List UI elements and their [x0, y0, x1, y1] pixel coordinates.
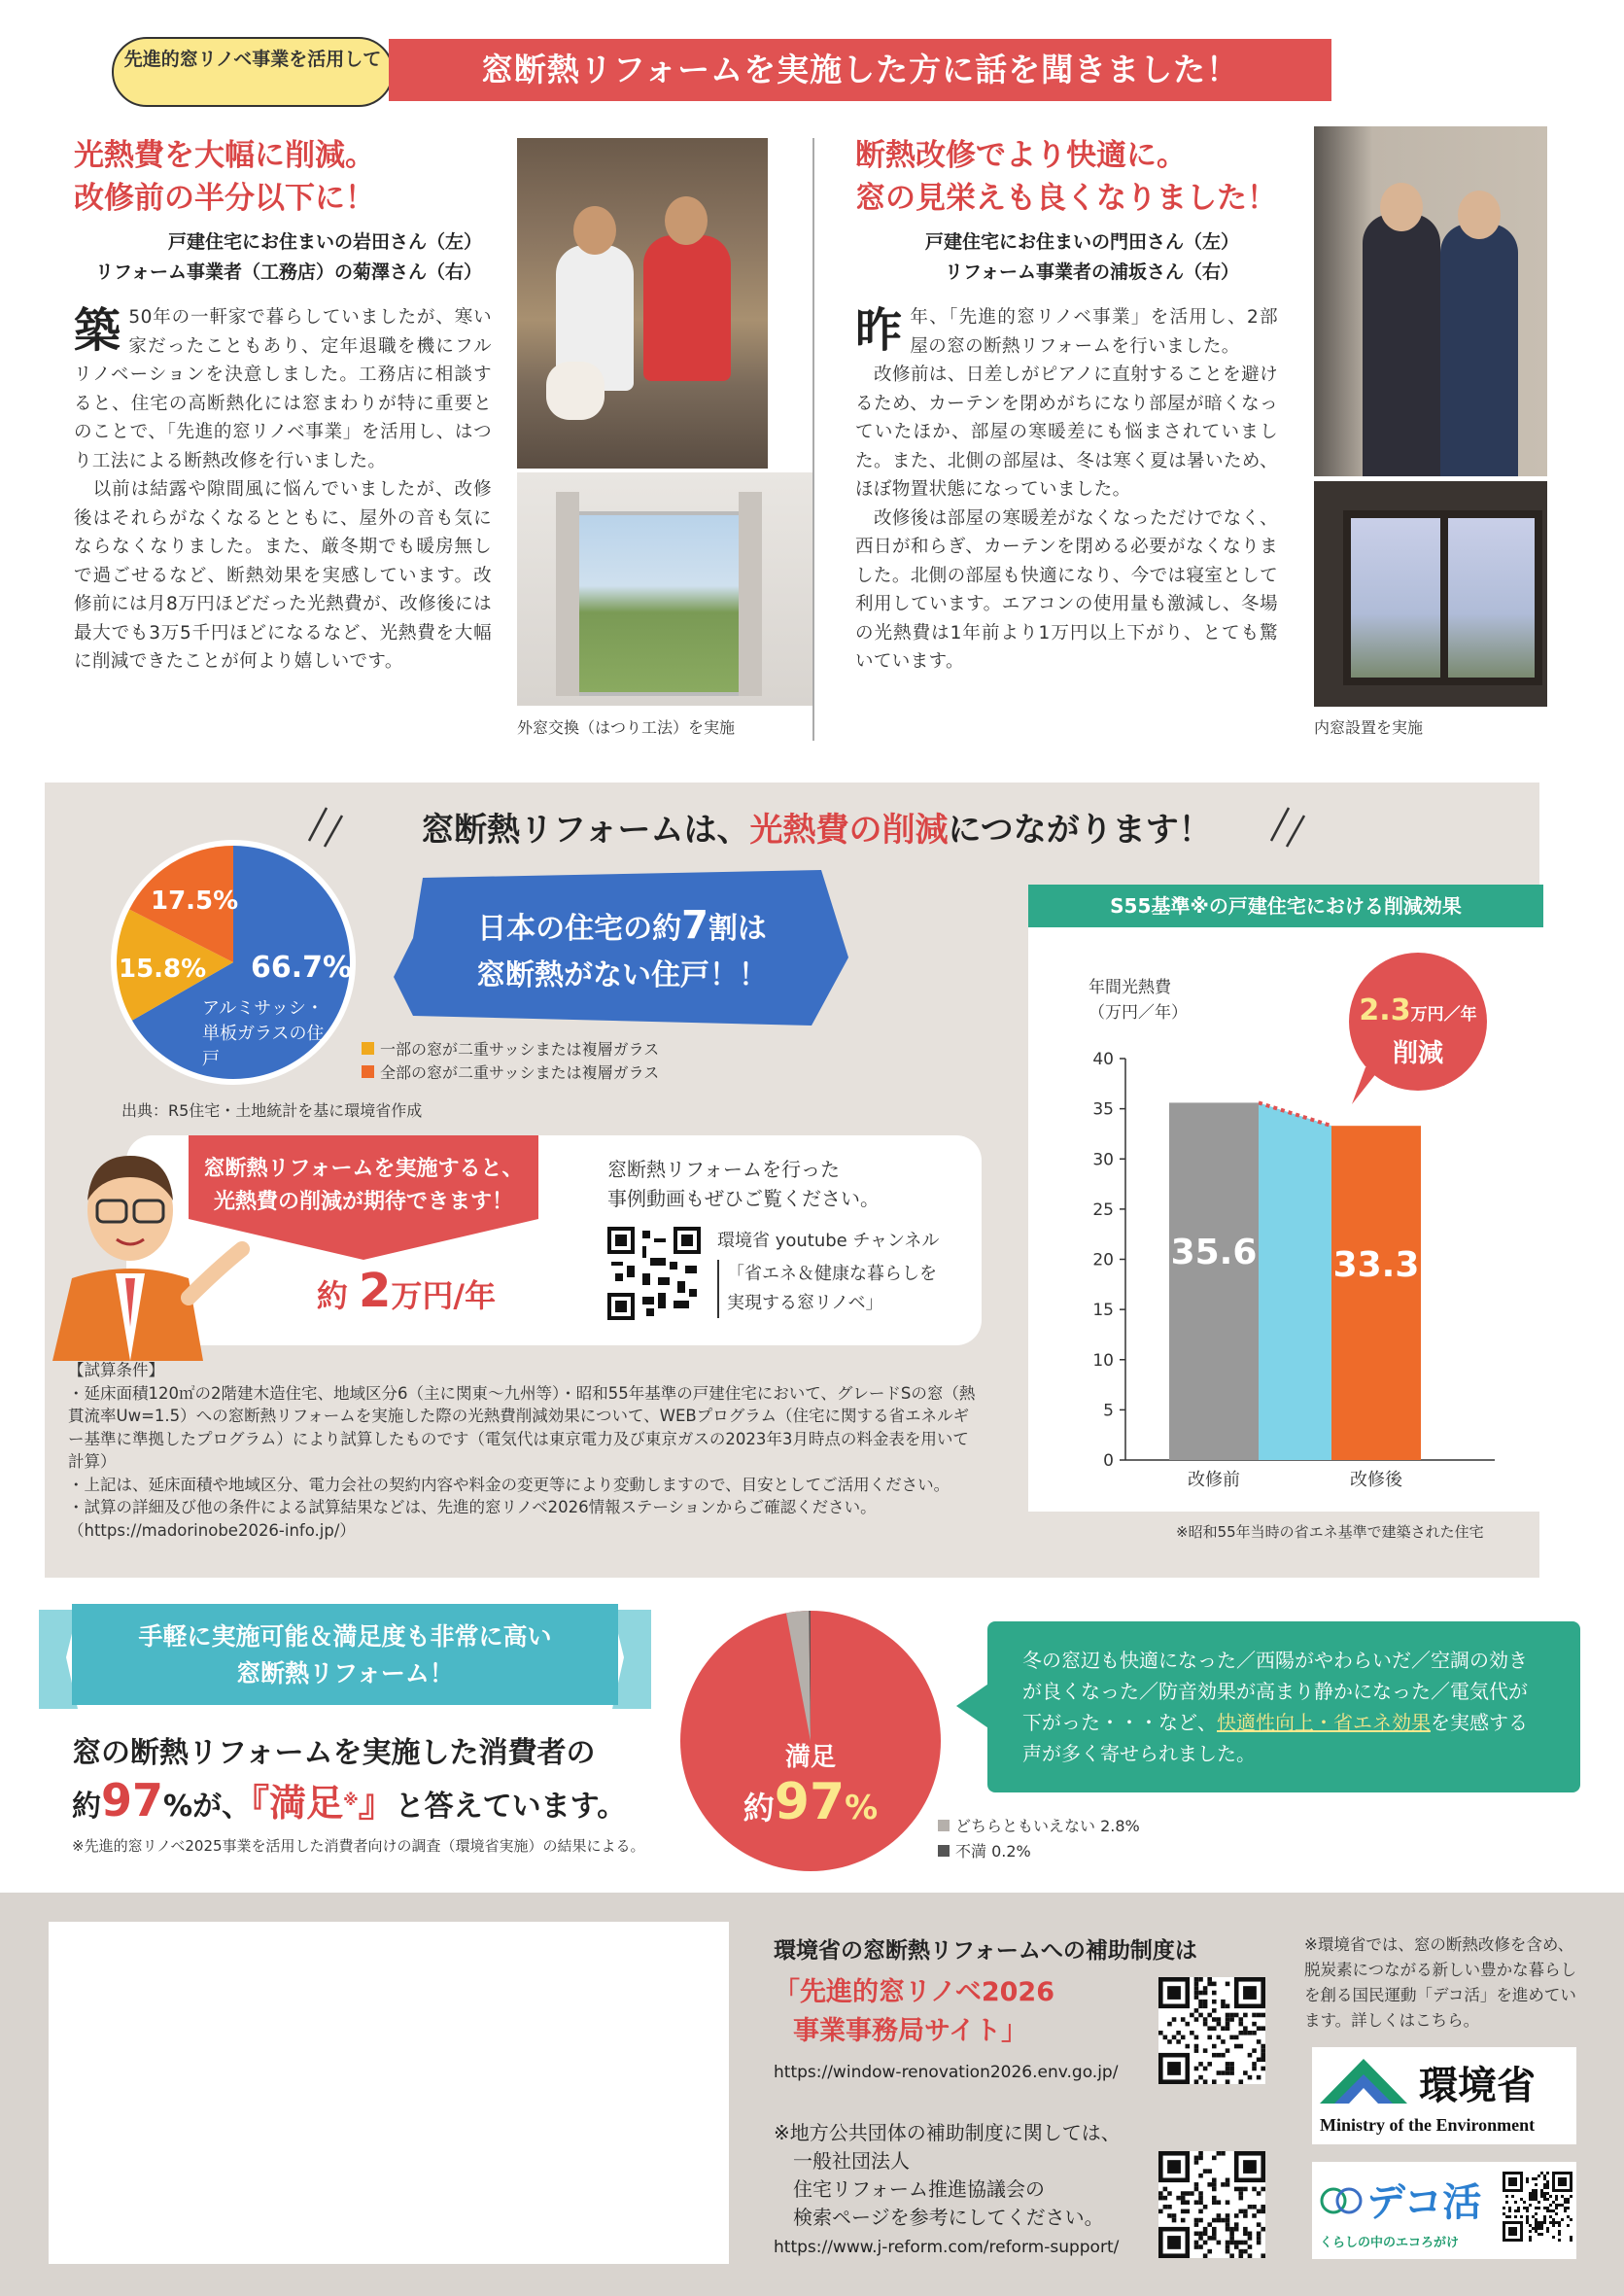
expectation-text: 窓断熱リフォームを実施すると、 光熱費の削減が期待できます！: [203, 1157, 524, 1214]
right-photo-caption: 内窓設置を実施: [1314, 718, 1424, 737]
decokatsu-logo[interactable]: デコ活 くらしの中のエコろがけ: [1312, 2162, 1576, 2259]
pie-source: 出典：R5住宅・土地統計を基に環境省作成: [121, 1101, 423, 1120]
reduction-band: [1259, 1102, 1331, 1460]
decokatsu-note: ※環境省では、窓の断熱改修を含め、脱炭素につながる新しい豊かな暮らしを創る国民運動「デコ活」を進めています。詳しくはこちら。: [1304, 1935, 1577, 2030]
footer-url-2[interactable]: https://www.j-reform.com/reform-support/: [774, 2238, 1120, 2257]
satisfaction-note: ※先進的窓リノベ2025事業を活用した消費者向けの調査（環境省実施）の結果による。: [72, 1837, 645, 1855]
x-tick-label: 改修前: [1188, 1470, 1240, 1490]
ministry-logo-mark-icon: [1320, 2055, 1407, 2109]
video-intro: 窓断熱リフォームを行った 事例動画もぜひご覧ください。: [607, 1158, 880, 1210]
youtube-qr-code[interactable]: [607, 1227, 701, 1320]
bar-chart-footnote: ※昭和55年当時の省エネ基準で建築された住宅: [1176, 1523, 1484, 1541]
footer-title: 環境省の窓断熱リフォームへの補助制度は: [774, 1938, 1197, 1964]
right-photo-window: [1314, 481, 1547, 707]
footer-blank-area: [49, 1922, 729, 2264]
callout-text: 日本の住宅の約7割は 窓断熱がない住戸！！: [476, 903, 768, 992]
pie-yellow-value: 15.8%: [119, 955, 207, 984]
bar-value-label: 33.3: [1332, 1244, 1420, 1285]
y-tick-label: 35: [1092, 1099, 1114, 1120]
decokatsu-mark-icon: [1320, 2179, 1363, 2222]
left-photo-caption: 外窓交換（はつり工法）を実施: [517, 718, 736, 737]
left-story-body: 築 50年の一軒家で暮らしていましたが、寒い家だったこともあり、定年退職を機にフルリノベーションを決意しました。工務店に相談すると、住宅の高断熱化には窓まわりが特に重要とのことで、「先進的窓リノベ事業」を活用し、はつり工法による断熱改修を行いました。 以前は結露や隙間風に悩んでいましたが、改修後はそれらがなくなるとともに、屋外の音も気にならなくなりました。また、厳冬期でも暖房無しで過ごせるなど、断熱効果を実感しています。改修前には月8万円ほどだった光熱費が、改修後には最大でも3万5千円ほどになるなど、光熱費を大幅に削減できたことが何より嬉しいです。: [74, 303, 492, 672]
badge-tail-shape: [1346, 1067, 1385, 1106]
bar-value-label: 35.6: [1170, 1232, 1258, 1272]
y-tick-label: 30: [1092, 1150, 1114, 1170]
y-tick-label: 20: [1092, 1250, 1114, 1270]
y-tick-label: 10: [1092, 1350, 1114, 1371]
pie-blue-label: アルミサッシ・単板ガラスの住戸: [202, 998, 325, 1069]
y-tick-label: 5: [1103, 1401, 1114, 1421]
youtube-channel-info: 環境省 youtube チャンネル 「省エネ＆健康な暮らしを 実現する窓リノベ」: [717, 1227, 939, 1318]
right-story-persons: 戸建住宅にお住まいの門田さん（左） リフォーム事業者の浦坂さん（右）: [924, 231, 1239, 283]
voice-box-tail-shape: [956, 1682, 991, 1730]
expected-amount: 約 2万円/年: [316, 1264, 497, 1318]
j-reform-qr-code[interactable]: [1158, 2151, 1265, 2258]
decokatsu-qr-code[interactable]: [1503, 2172, 1572, 2242]
bar-2: [1331, 1126, 1421, 1460]
story-divider: [812, 138, 814, 741]
header-banner: 窓断熱リフォームを実施した方に話を聞きました！: [389, 39, 1331, 101]
reduction-badge-text: 2.3万円／年 削減: [1359, 993, 1477, 1068]
footer-local-info: ※地方公共団体の補助制度に関しては、 一般社団法人 住宅リフォーム推進協議会の 検索ページを参考にしてください。: [774, 2121, 1121, 2229]
y-tick-label: 0: [1103, 1451, 1114, 1471]
left-story-persons: 戸建住宅にお住まいの岩田さん（左） リフォーム事業者（工務店）の菊澤さん（右）: [94, 231, 482, 283]
satisfaction-legend: どちらともいえない 2.8% 不満 0.2%: [938, 1814, 1140, 1864]
left-story-title: 光熱費を大幅に削減。 改修前の半分以下に！: [74, 138, 375, 216]
calculation-conditions: 【試算条件】 ・延床面積120㎡の2階建木造住宅、地域区分6（主に関東～九州等）・昭和55年基準の戸建住宅において、グレードSの窓（熱貫流率Uw=1.5）への窓断熱リフォームを実施した際の光熱費削減効果について、WEBプログラム（住宅に関する省エネルギー基準に準拠したプログラム）により試算したものです（電気代は東京電力及び東京ガスの2023年3月時点の料金表を用いて計算） ・上記は、延床面積や地域区分、電力会社の契約内容や料金の変更等により変動しますので、目安としてご活用ください。 ・試算の詳細及び他の条件による試算結果などは、先進的窓リノベ2026情報ステーションからご確認ください。（https://madorinobe2026-info.jp/）: [68, 1361, 976, 1540]
ministry-logo: 環境省 Ministry of the Environment: [1312, 2047, 1576, 2144]
right-story-body: 昨年、「先進的窓リノベ事業」を活用し、2部屋の窓の断熱リフォームを行いました。 改修前は、日差しがピアノに直射することを避けるため、カーテンを閉めがちになり部屋が暗くなっていたほか、部屋の寒暖差にも悩まされていました。また、北側の部屋は、冬は寒く夏は暑いため、ほぼ物置状態になっていました。 改修後は部屋の寒暖差がなくなっただけでなく、西日が和らぎ、カーテンを閉める必要がなくなりました。北側の部屋も快適になり、今では寝室として利用しています。エアコンの使用量も激減し、冬場の光熱費は1年前より1万円以上下がり、とても驚いています。: [855, 303, 1278, 672]
left-photo-window: [517, 472, 812, 706]
x-tick-label: 改修後: [1350, 1470, 1402, 1490]
footer-url-1[interactable]: https://window-renovation2026.env.go.jp/: [774, 2063, 1119, 2082]
housing-pie-legend: 一部の窓が二重サッシまたは複層ガラス 全部の窓が二重サッシまたは複層ガラス: [362, 1038, 659, 1085]
window-renovation-qr-code[interactable]: [1158, 1977, 1265, 2084]
y-tick-label: 15: [1092, 1301, 1114, 1321]
satisfaction-pie-label: 満足 約97%: [743, 1743, 879, 1831]
left-photo-people: [517, 138, 768, 469]
bar-1: [1169, 1102, 1259, 1460]
right-story-title: 断熱改修でより快適に。 窓の見栄えも良くなりました！: [855, 138, 1277, 216]
customer-voices: 冬の窓辺も快適になった／西陽がやわらいだ／空調の効きが良くなった／防音効果が高まり静かになった／電気代が下がった・・・など、快適性向上・省エネ効果を実感する声が多く寄せられました。: [987, 1621, 1580, 1792]
y-tick-label: 25: [1092, 1200, 1114, 1220]
right-photo-people: [1314, 126, 1547, 476]
headline-slash-right-icon: [1263, 802, 1312, 851]
pie-blue-value: 66.7%: [251, 951, 353, 985]
bar-chart-ylabel: 年間光熱費 （万円／年）: [1088, 978, 1188, 1023]
satisfaction-statement: 窓の断熱リフォームを実施した消費者の 約97%が、『満足※』と答えています。: [72, 1736, 627, 1826]
header-bubble: 先進的窓リノベ事業を活用して: [112, 37, 394, 107]
footer-site-name[interactable]: 「先進的窓リノベ2026 事業事務局サイト」: [774, 1977, 1054, 2046]
y-tick-label: 40: [1092, 1050, 1114, 1069]
bar-chart-header: S55基準※の戸建住宅における削減効果: [1028, 885, 1543, 927]
pie-orange-value: 17.5%: [151, 887, 239, 916]
satisfaction-banner-text: 手軽に実施可能＆満足度も非常に高い 窓断熱リフォーム！: [138, 1622, 552, 1687]
savings-headline: 窓断熱リフォームは、光熱費の削減につながります！: [421, 811, 1212, 850]
